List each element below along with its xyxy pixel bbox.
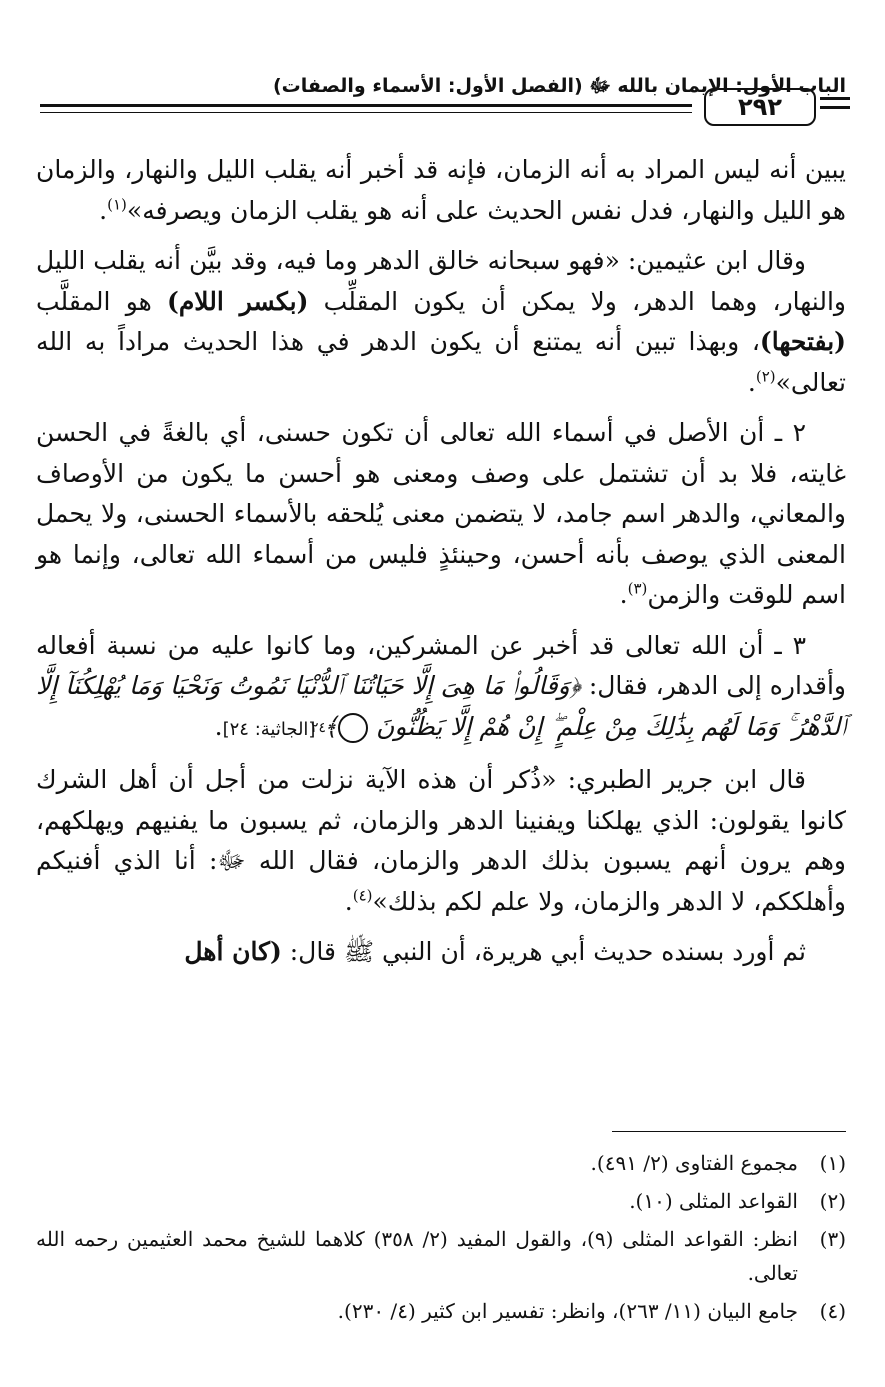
footnote-number: (٣) [819,1227,846,1251]
quran-verse: ﴿وَقَالُوا۟ مَا هِىَ إِلَّا حَيَاتُنَا ٱلدُّنْيَا نَمُوتُ وَنَحْيَا وَمَا يُهْلِكُنَآ إِلَّا ٱلدَّهْرُ ۚ وَمَا لَهُم بِذَٰلِكَ مِنْ عِلْمٍ ۖ إِنْ هُمْ إِلَّا يَظُنُّونَ [36,671,846,741]
footnote [36,1146,846,1180]
paragraph-text: ٢ ـ أن الأصل في أسماء الله تعالى أن تكون حسنى، أي بالغةً في الحسن غايته، فلا بد أن تشتمل على وصف ومعنى هو أحسن ما يكون من الأوصاف والمعاني، والدهر اسم جامد، لا يتضمن معنى يُلحقه بالأسماء الحسنى، ولا يحمل المعنى الذي يوصف بأنه أحسن، وحينئذٍ فليس من أسماء الله تعالى، وإنما هو اسم للوقت والزمن [36,418,846,609]
bold-note: (بكسر اللام) [167,286,309,316]
paragraph-text: يبين أنه ليس المراد به أنه الزمان، فإنه قد أخبر أنه يقلب الليل والنهار، والزمان هو الليل والنهار، فدل نفس الحديث على أنه هو يقلب الزمان ويصرفه» [36,155,846,225]
footnote-text: القواعد المثلى (١٠). [629,1189,798,1213]
footnote-text: مجموع الفتاوى (٢/ ٤٩١). [590,1151,798,1175]
paragraph [36,241,846,403]
quran-bracket: ﴾ [323,711,339,741]
paragraph [36,413,846,616]
ayah-number-ornament: ٢٤ [338,713,368,743]
paragraph-text: وقال ابن عثيمين: «فهو سبحانه خالق الدهر وما فيه، وقد بيَّن أنه يقلب الليل والنهار، وهما الدهر، ولا يمكن أن يكون المقلِّب [36,246,846,316]
paragraph [36,932,846,973]
paragraph [36,760,846,922]
footnotes [36,1146,846,1332]
paragraph-text: ، وبهذا تبين أنه يمتنع أن يكون الدهر في هذا الحديث مراداً به الله تعالى» [36,327,846,397]
paragraph-text: هو المقلَّب [36,286,167,316]
footnote-text: جامع البيان (١١/ ٢٦٣)، وانظر: تفسير ابن كثير (٤/ ٢٣٠). [337,1299,798,1323]
paragraph-text: ثم أورد بسنده حديث أبي هريرة، أن النبي ﷺ قال: [281,937,806,966]
footnote [36,1294,846,1328]
footnote-number: (١) [819,1151,846,1175]
main-text [36,150,846,983]
surah-citation: [الجاثية: ٢٤] [222,718,316,740]
header-rule-thin [40,112,692,113]
paragraph-end: . [214,711,223,741]
paragraph-text: قال ابن جرير الطبري: «ذُكر أن هذه الآية نزلت من أجل أن أهل الشرك كانوا يقولون: الذي يهلكنا ويفنينا الدهر والزمان، ثم يسبون ما يفنيهم ويهلكهم، وهم يرون أنهم يسبون بذلك الدهر والزمان، فقال الله ﷻ: أنا الذي أفنيكم وأهلككم، لا الدهر والزمان، ولا علم لكم بذلك» [36,765,846,916]
footnote-ref: (٤) [352,886,373,905]
footnote-number: (٤) [819,1299,846,1323]
page-number: ٢٩٢ [704,88,816,126]
paragraph [36,626,846,751]
footnote-ref: (٣) [627,579,648,598]
paragraph-end: . [619,580,628,609]
paragraph-end: . [747,367,756,397]
footnote-text: انظر: القواعد المثلى (٩)، والقول المفيد (٢/ ٣٥٨) كلاهما للشيخ محمد العثيمين رحمه الله تعالى. [36,1227,798,1285]
footnote [36,1222,846,1290]
footnote-ref: (١) [107,195,127,214]
bold-note: (بفتحها) [759,327,846,356]
chapter-title: الباب الأول: الإيمان بالله ﷻ (الفصل الأول: الأسماء والصفات) [272,75,846,97]
footnote-number: (٢) [819,1189,846,1213]
paragraph [36,150,846,231]
footnote-ref: (٢) [755,367,776,386]
page-number-ornament [820,97,850,111]
paragraph-end: . [99,195,108,225]
header-rule [40,104,692,107]
running-header [36,62,846,132]
footnote-separator [612,1131,846,1132]
footnote [36,1184,846,1218]
paragraph-end: . [344,886,353,916]
paragraph-text: ٣ ـ أن الله تعالى قد أخبر عن المشركين، وما كانوا عليه من نسبة أفعاله وأقداره إلى الدهر، فقال: [36,630,846,700]
bold-note: (كان أهل [184,937,282,966]
